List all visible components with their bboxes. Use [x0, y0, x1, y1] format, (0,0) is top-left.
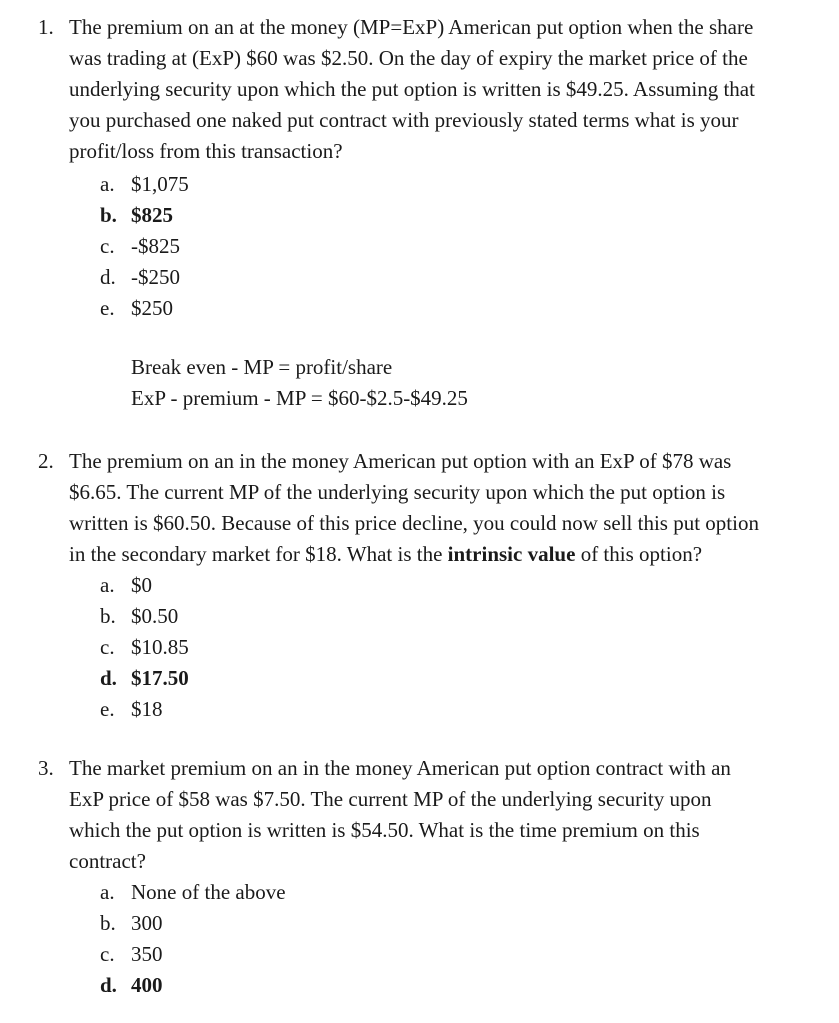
answer-option-d	[100, 262, 189, 293]
option-letter: a.	[100, 573, 115, 597]
question-text-line: was trading at (ExP) $60 was $2.50. On the day of expiry the market price of the	[69, 46, 748, 70]
question-text-segment: in the secondary market for $18. What is the	[69, 542, 448, 566]
question-text-line	[69, 539, 809, 570]
answer-options	[100, 169, 189, 324]
option-text: $18	[131, 697, 163, 721]
option-letter: e.	[100, 697, 115, 721]
question-text-line: which the put option is written is $54.50. What is the time premium on this	[69, 818, 700, 842]
question-text-line: underlying security upon which the put option is written is $49.25. Assuming that	[69, 77, 755, 101]
question-number: 2.	[38, 449, 54, 473]
answer-option-a	[100, 570, 189, 601]
note-line: Break even - MP = profit/share	[131, 355, 393, 379]
question-text-line: The premium on an in the money American put option with an ExP of $78 was	[69, 449, 732, 473]
option-text: -$250	[131, 265, 180, 289]
option-letter: a.	[100, 172, 115, 196]
option-text: $0	[131, 573, 152, 597]
option-text: None of the above	[131, 880, 286, 904]
question-number: 1.	[38, 15, 54, 39]
answer-option-d	[100, 970, 286, 1001]
option-text: $825	[131, 203, 173, 227]
question-text-line: The premium on an at the money (MP=ExP) American put option when the share	[69, 15, 754, 39]
emphasized-term: intrinsic value	[447, 542, 576, 566]
answer-option-e	[100, 293, 189, 324]
option-text: $250	[131, 296, 173, 320]
option-text: 400	[131, 973, 163, 997]
option-letter: a.	[100, 880, 115, 904]
option-letter: b.	[100, 911, 116, 935]
answer-option-c	[100, 939, 286, 970]
answer-option-a	[100, 169, 189, 200]
option-text: -$825	[131, 234, 180, 258]
answer-option-a	[100, 877, 286, 908]
answer-option-b	[100, 200, 189, 231]
option-letter: d.	[100, 666, 117, 690]
option-letter: c.	[100, 635, 115, 659]
answer-option-c	[100, 231, 189, 262]
question-text	[69, 12, 809, 167]
option-letter: b.	[100, 604, 116, 628]
option-letter: d.	[100, 265, 116, 289]
question-text-line: The market premium on an in the money American put option contract with an	[69, 756, 731, 780]
question-text	[69, 753, 809, 877]
answer-options	[100, 570, 189, 725]
question-text-line: ExP price of $58 was $7.50. The current MP of the underlying security upon	[69, 787, 712, 811]
option-letter: e.	[100, 296, 115, 320]
option-text: $17.50	[131, 666, 189, 690]
option-letter: b.	[100, 203, 117, 227]
option-letter: d.	[100, 973, 117, 997]
answer-option-e	[100, 694, 189, 725]
option-text: 350	[131, 942, 163, 966]
option-text: 300	[131, 911, 163, 935]
question-number: 3.	[38, 756, 54, 780]
note-line: ExP - premium - MP = $60-$2.5-$49.25	[131, 386, 468, 410]
question-text-line: written is $60.50. Because of this price decline, you could now sell this put option	[69, 511, 759, 535]
question-text-line: you purchased one naked put contract with previously stated terms what is your	[69, 108, 739, 132]
option-text: $1,075	[131, 172, 189, 196]
worked-solution-note	[131, 352, 468, 414]
option-letter: c.	[100, 942, 115, 966]
option-text: $0.50	[131, 604, 179, 628]
answer-option-b	[100, 601, 189, 632]
question-text	[69, 446, 809, 570]
question-text-segment: of this option?	[575, 542, 703, 566]
answer-option-c	[100, 632, 189, 663]
option-letter: c.	[100, 234, 115, 258]
question-text-line: $6.65. The current MP of the underlying security upon which the put option is	[69, 480, 726, 504]
question-text-line: contract?	[69, 849, 146, 873]
option-text: $10.85	[131, 635, 189, 659]
answer-option-b	[100, 908, 286, 939]
answer-options	[100, 877, 286, 1001]
answer-option-d	[100, 663, 189, 694]
question-text-line: profit/loss from this transaction?	[69, 139, 343, 163]
